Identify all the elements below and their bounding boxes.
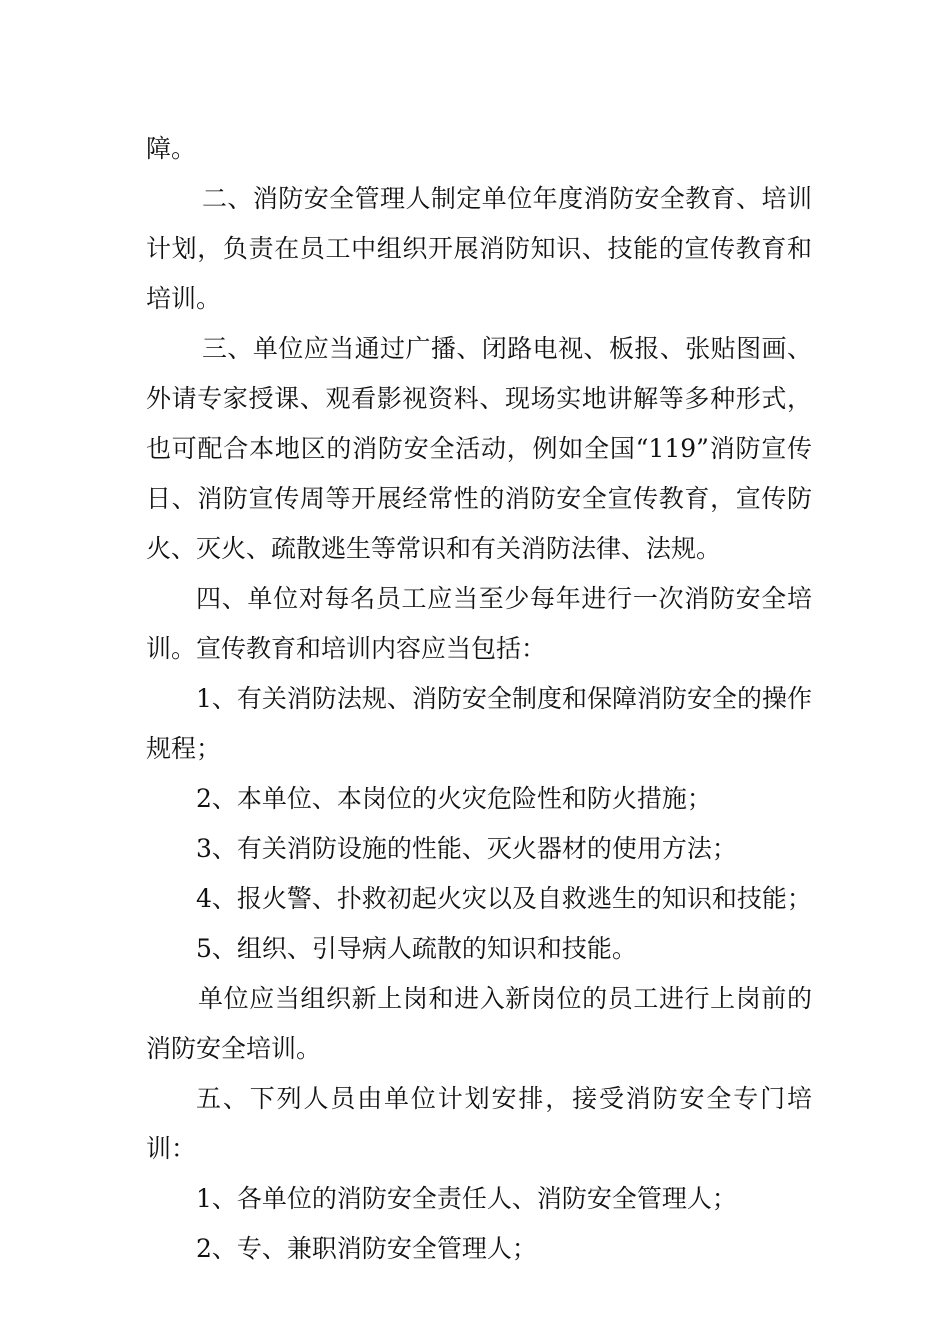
list-item-4-1: 1、有关消防法规、消防安全制度和保障消防安全的操作规程； [146, 684, 812, 763]
list-item-4-4: 4、报火警、扑救初起火灾以及自救逃生的知识和技能； [196, 884, 812, 913]
paragraph-new-staff-training: 单位应当组织新上岗和进入新岗位的员工进行上岗前的消防安全培训。 [146, 984, 812, 1063]
list-item-5-1: 1、各单位的消防安全责任人、消防安全管理人； [196, 1184, 737, 1213]
list-item-4-2: 2、本单位、本岗位的火灾危险性和防火措施； [196, 784, 712, 813]
document-body [146, 124, 812, 1274]
paragraph-section-3: 三、单位应当通过广播、闭路电视、板报、张贴图画、外请专家授课、观看影视资料、现场实地讲解等多种形式，也可配合本地区的消防安全活动，例如全国“119”消防宣传日、消防宣传周等开展经常性的消防安全宣传教育，宣传防火、灭火、疏散逃生等常识和有关消防法律、法规。 [146, 334, 812, 563]
list-item-4-5: 5、组织、引导病人疏散的知识和技能。 [196, 934, 637, 963]
paragraph-section-2: 二、消防安全管理人制定单位年度消防安全教育、培训计划，负责在员工中组织开展消防知识、技能的宣传教育和培训。 [146, 184, 812, 313]
list-item-4-3: 3、有关消防设施的性能、灭火器材的使用方法； [196, 834, 737, 863]
paragraph-section-5: 五、下列人员由单位计划安排，接受消防安全专门培训： [146, 1084, 812, 1163]
list-item-5-2: 2、专、兼职消防安全管理人； [196, 1234, 537, 1263]
paragraph-continuation: 障。 [146, 134, 197, 163]
paragraph-section-4: 四、单位对每名员工应当至少每年进行一次消防安全培训。宣传教育和培训内容应当包括： [146, 584, 812, 663]
